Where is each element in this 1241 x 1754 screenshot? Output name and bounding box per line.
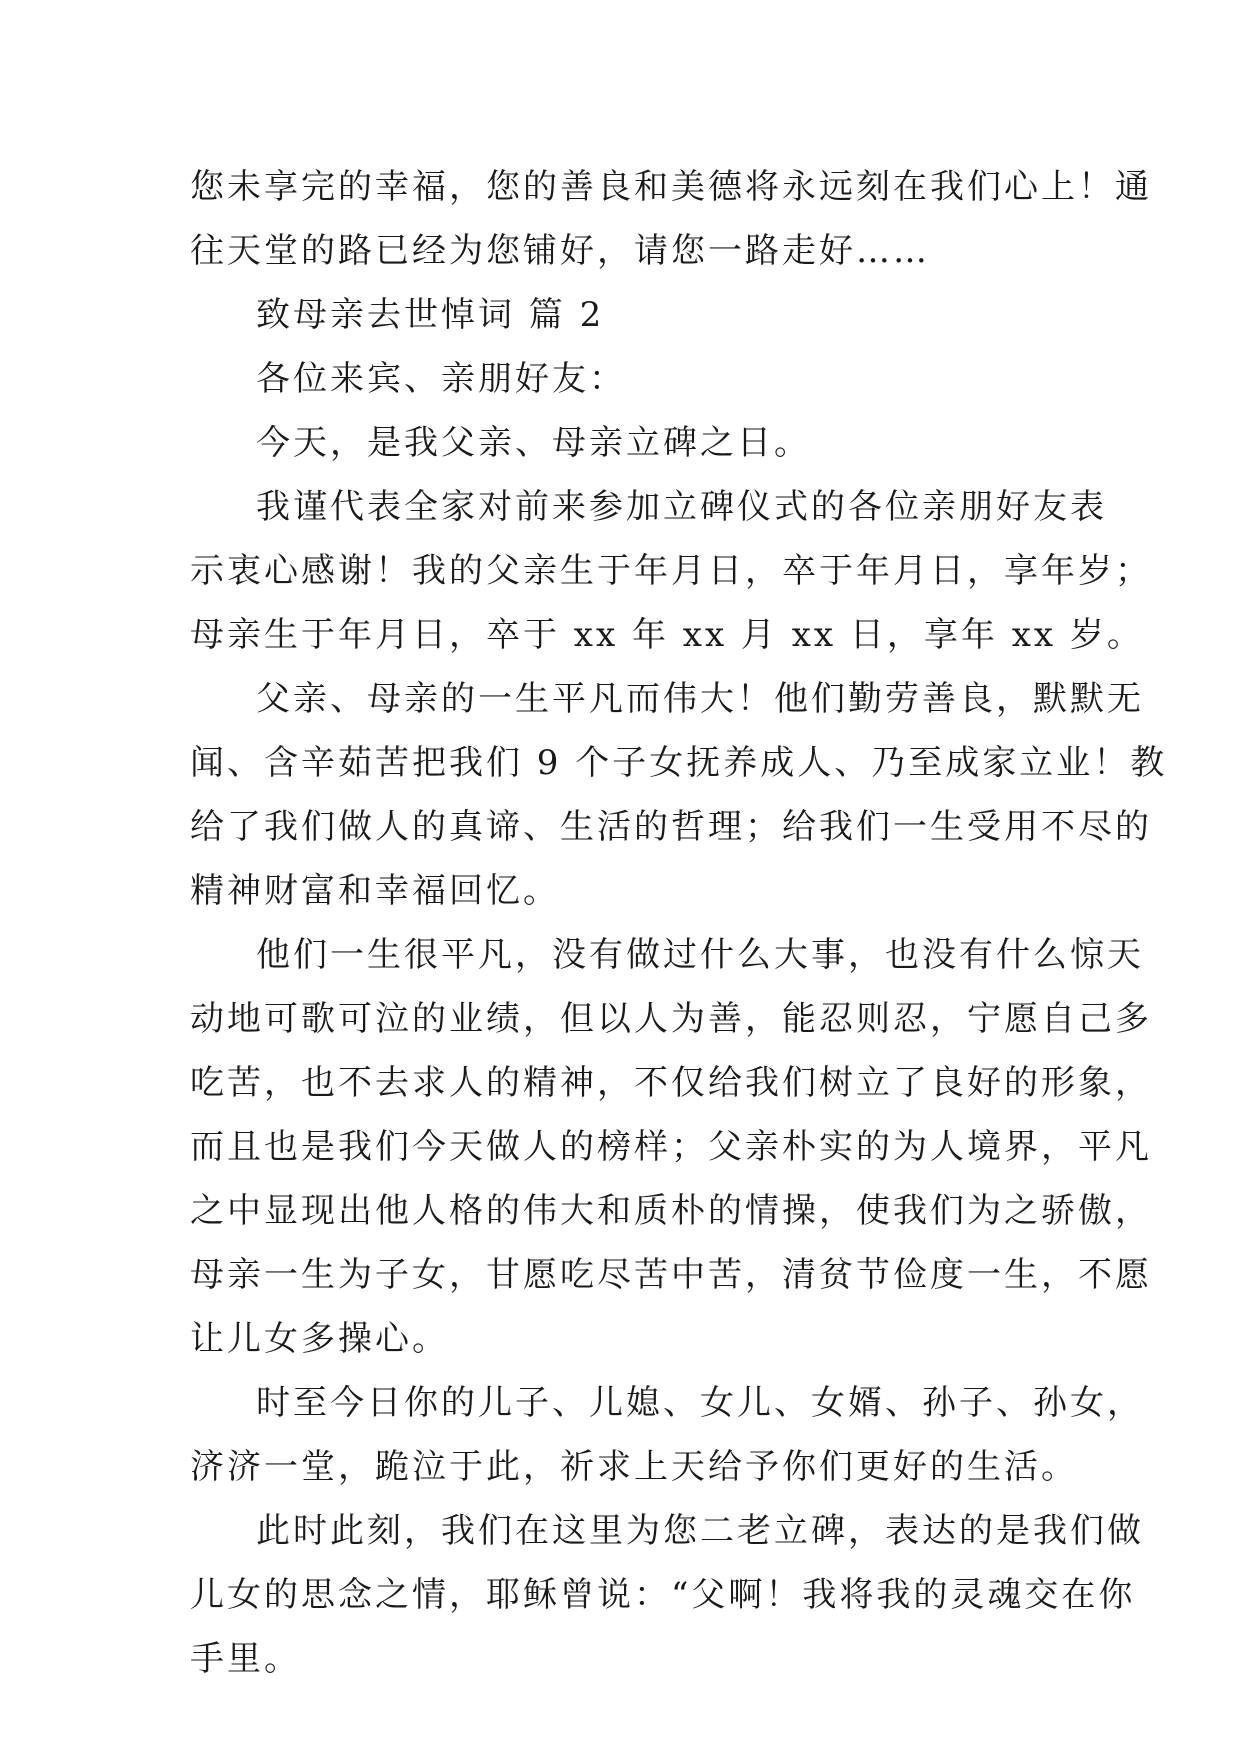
text-line: 母亲一生为子女，甘愿吃尽苦中苦，清贫节俭度一生，不愿 [190,1255,1152,1295]
text-line: 闻、含辛茹苦把我们 9 个子女抚养成人、乃至成家立业！教 [190,743,1168,783]
text-line: 母亲生于年月日，卒于 xx 年 xx 月 xx 日，享年 xx 岁。 [190,615,1144,655]
text-line: 手里。 [190,1639,301,1679]
text-line: 您未享完的幸福，您的善良和美德将永远刻在我们心上！通 [190,167,1152,207]
text-line: 让儿女多操心。 [190,1319,449,1359]
document-body [190,155,1168,1691]
text-line: 时至今日你的儿子、儿媳、女儿、女婿、孙子、孙女， [256,1383,1144,1423]
text-line: 之中显现出他人格的伟大和质朴的情操，使我们为之骄傲， [190,1191,1152,1231]
text-line: 给了我们做人的真谛、生活的哲理；给我们一生受用不尽的 [190,807,1152,847]
text-line: 今天，是我父亲、母亲立碑之日。 [256,423,811,463]
text-line: 而且也是我们今天做人的榜样；父亲朴实的为人境界，平凡 [190,1127,1152,1167]
section-heading: 致母亲去世悼词 篇 2 [256,295,605,335]
text-line: 吃苦，也不去求人的精神，不仅给我们树立了良好的形象， [190,1063,1152,1103]
text-line: 往天堂的路已经为您铺好，请您一路走好…… [190,231,930,271]
salutation: 各位来宾、亲朋好友： [256,359,626,399]
text-line: 儿女的思念之情，耶稣曾说：“父啊！我将我的灵魂交在你 [190,1575,1136,1615]
text-line: 济济一堂，跪泣于此，祈求上天给予你们更好的生活。 [190,1447,1078,1487]
text-line: 他们一生很平凡，没有做过什么大事，也没有什么惊天 [256,935,1144,975]
text-line: 此时此刻，我们在这里为您二老立碑，表达的是我们做 [256,1511,1144,1551]
text-line: 我谨代表全家对前来参加立碑仪式的各位亲朋好友表 [256,487,1107,527]
text-line: 精神财富和幸福回忆。 [190,871,560,911]
text-line: 动地可歌可泣的业绩，但以人为善，能忍则忍，宁愿自己多 [190,999,1152,1039]
text-line: 父亲、母亲的一生平凡而伟大！他们勤劳善良，默默无 [256,679,1144,719]
text-line: 示衷心感谢！我的父亲生于年月日，卒于年月日，享年岁； [190,551,1152,591]
